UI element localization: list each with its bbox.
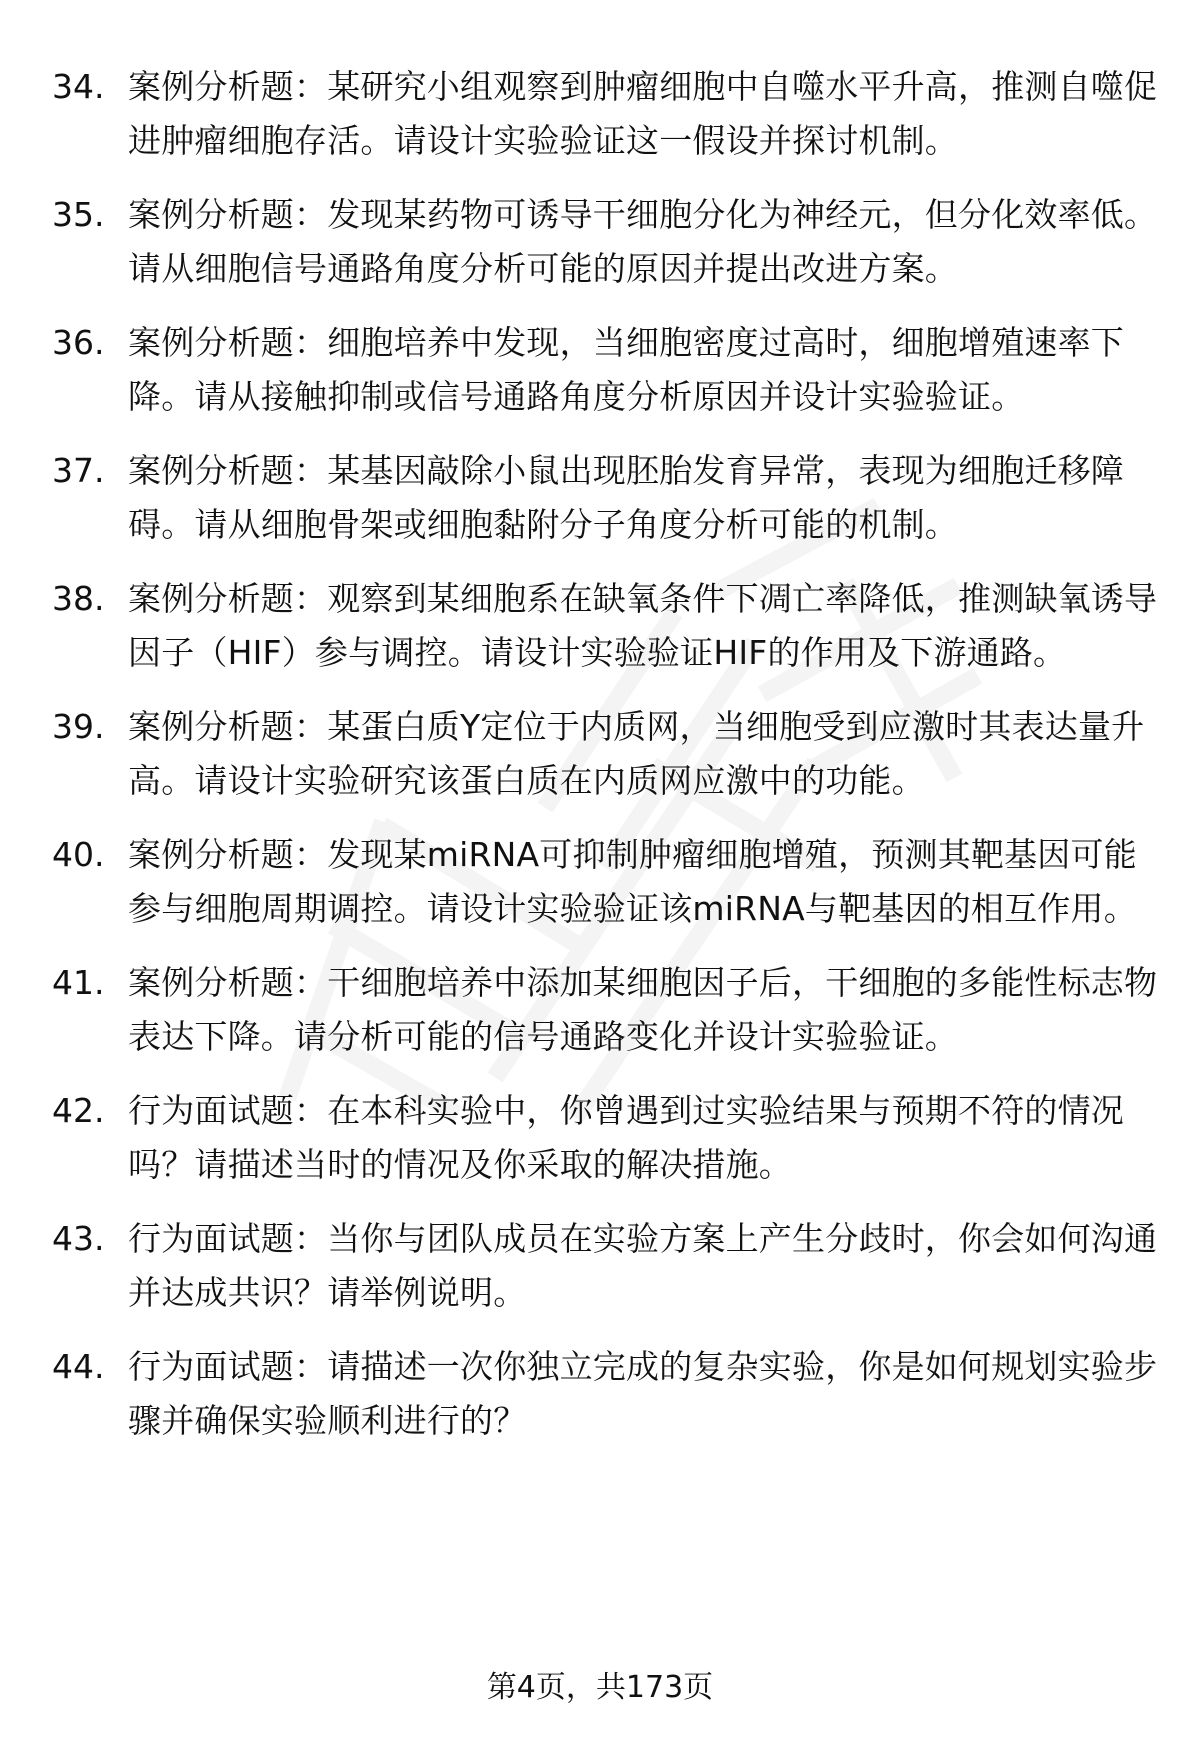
question-number: 44. [52,1347,105,1386]
question-text: 行为面试题：请描述一次你独立完成的复杂实验，你是如何规划实验步骤并确保实验顺利进行的？ [128,1347,1158,1440]
question-number: 42. [52,1091,105,1130]
question-item [52,444,1162,552]
question-text: 案例分析题：某基因敲除小鼠出现胚胎发育异常，表现为细胞迁移障碍。请从细胞骨架或细胞黏附分子角度分析可能的机制。 [128,451,1124,544]
question-number: 40. [52,835,105,874]
question-item [52,956,1162,1064]
question-item [52,188,1162,296]
question-item [52,828,1162,936]
question-text: 案例分析题：细胞培养中发现，当细胞密度过高时，细胞增殖速率下降。请从接触抑制或信号通路角度分析原因并设计实验验证。 [128,323,1124,416]
question-number: 34. [52,67,105,106]
question-number: 41. [52,963,105,1002]
question-list [52,60,1162,1468]
question-item [52,316,1162,424]
question-item [52,700,1162,808]
question-item [52,572,1162,680]
question-text: 行为面试题：在本科实验中，你曾遇到过实验结果与预期不符的情况吗？请描述当时的情况及你采取的解决措施。 [128,1091,1124,1184]
question-text: 行为面试题：当你与团队成员在实验方案上产生分歧时，你会如何沟通并达成共识？请举例说明。 [128,1219,1158,1312]
question-number: 35. [52,195,105,234]
question-text: 案例分析题：干细胞培养中添加某细胞因子后，干细胞的多能性标志物表达下降。请分析可能的信号通路变化并设计实验验证。 [128,963,1158,1056]
question-number: 38. [52,579,105,618]
question-text: 案例分析题：某研究小组观察到肿瘤细胞中自噬水平升高，推测自噬促进肿瘤细胞存活。请设计实验验证这一假设并探讨机制。 [128,67,1158,160]
question-text: 案例分析题：发现某miRNA可抑制肿瘤细胞增殖，预测其靶基因可能参与细胞周期调控。请设计实验验证该miRNA与靶基因的相互作用。 [128,835,1137,928]
question-number: 39. [52,707,105,746]
question-text: 案例分析题：某蛋白质Y定位于内质网，当细胞受到应激时其表达量升高。请设计实验研究该蛋白质在内质网应激中的功能。 [128,707,1145,800]
question-item [52,1212,1162,1320]
question-text: 案例分析题：发现某药物可诱导干细胞分化为神经元，但分化效率低。请从细胞信号通路角度分析可能的原因并提出改进方案。 [128,195,1158,288]
page-footer: 第4页，共173页 [486,1670,714,1705]
question-item [52,1340,1162,1448]
question-text: 案例分析题：观察到某细胞系在缺氧条件下凋亡率降低，推测缺氧诱导因子（HIF）参与调控。请设计实验验证HIF的作用及下游通路。 [128,579,1158,672]
question-number: 36. [52,323,105,362]
question-number: 43. [52,1219,105,1258]
question-item [52,60,1162,168]
question-number: 37. [52,451,105,490]
question-item [52,1084,1162,1192]
